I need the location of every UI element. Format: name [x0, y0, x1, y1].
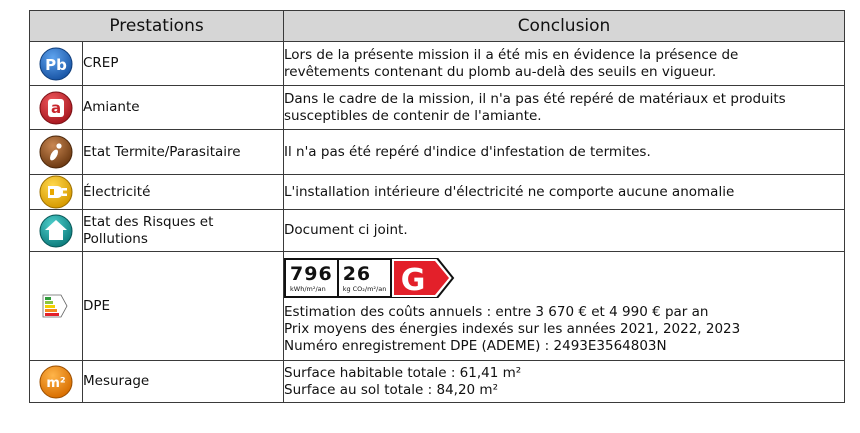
row-conclusion: Lors de la présente mission il a été mis en évidence la présence de revêtements contenant du plomb au-delà des seuils en vigueur. [284, 42, 845, 86]
diagnostics-summary [29, 10, 844, 403]
row-conclusion: Document ci joint. [284, 210, 845, 252]
row-name: CREP [83, 42, 284, 86]
table-row-risques [30, 210, 845, 252]
dpe-energy: 796 kWh/m²/an [290, 262, 333, 293]
row-conclusion: Il n'a pas été repéré d'indice d'infestation de termites. [284, 130, 845, 175]
dpe-class-badge [391, 258, 455, 298]
house-risk-icon [39, 214, 73, 248]
table-row-termite [30, 130, 845, 175]
row-name: Etat des Risques et Pollutions [83, 210, 284, 252]
row-name: Etat Termite/Parasitaire [83, 130, 284, 175]
row-conclusion: Surface habitable totale : 61,41 m² Surface au sol totale : 84,20 m² [284, 361, 845, 403]
table-row-dpe [30, 252, 845, 361]
svg-text:m²: m² [46, 375, 66, 391]
asbestos-icon [39, 91, 73, 125]
table-row-electricite [30, 175, 845, 210]
table-row-amiante [30, 86, 845, 130]
header-prestations: Prestations [30, 11, 284, 42]
pb-lead-icon [39, 47, 73, 81]
m2-surface-icon [39, 365, 73, 399]
dpe-ghg: 26 kg CO₂/m²/an [337, 260, 391, 296]
row-name: Électricité [83, 175, 284, 210]
table-row-mesurage [30, 361, 845, 403]
dpe-label [284, 258, 844, 298]
row-name: Mesurage [83, 361, 284, 403]
table-row-crep [30, 42, 845, 86]
row-conclusion: Dans le cadre de la mission, il n'a pas été repéré de matériaux et produits susceptibles de contenir de l'amiante. [284, 86, 845, 130]
row-conclusion: L'installation intérieure d'électricité ne comporte aucune anomalie [284, 175, 845, 210]
svg-text:a: a [50, 98, 62, 117]
diagnostics-table [29, 10, 845, 403]
table-header-row [30, 11, 845, 42]
row-conclusion: 796 kWh/m²/an 26 kg CO₂/m²/an G Estimation des coûts annuels : entre 3 670 € et 4 990 € par an Prix moyens des énergies indexés sur les années 2021, 2022, 2023 Numéro enregistrement DPE (ADEME) : 2493E3564803N [284, 252, 845, 361]
termite-icon [39, 135, 73, 169]
dpe-values-box [284, 258, 392, 298]
svg-text:G: G [401, 263, 426, 298]
row-name: DPE [83, 252, 284, 361]
dpe-energy-icon [39, 289, 73, 323]
header-conclusion: Conclusion [284, 11, 845, 42]
row-name: Amiante [83, 86, 284, 130]
electricity-plug-icon [39, 175, 73, 209]
svg-text:Pb: Pb [45, 55, 67, 74]
